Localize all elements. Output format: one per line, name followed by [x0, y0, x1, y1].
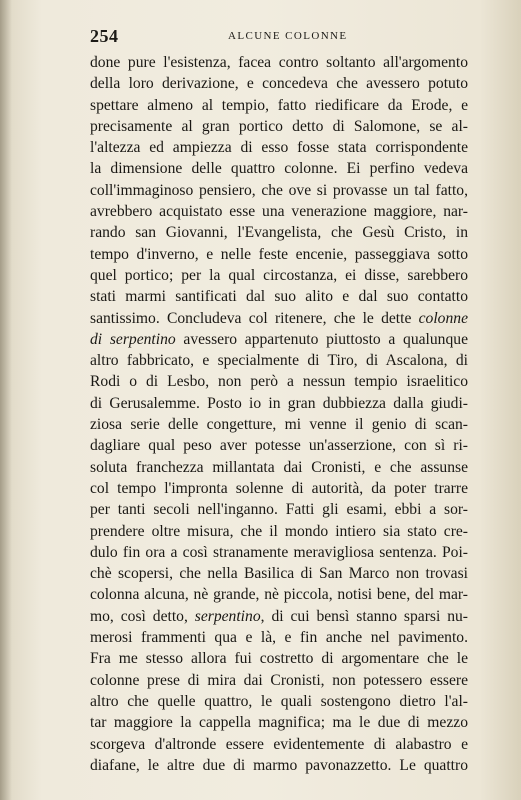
page-number: 254: [90, 26, 119, 46]
text-line: precisamente al gran portico detto di Salomone, se al-: [90, 117, 468, 135]
text-line: colonna alcuna, nè grande, nè piccola, notisi bene, del mar-: [90, 586, 468, 604]
text-line: della loro derivazione, e concedeva che avessero potuto: [90, 75, 468, 93]
text-line: l'altezza ed ampiezza di esso fosse stata corrispondente: [90, 139, 468, 157]
text-line: diafane, le altre due di marmo pavonazzetto. Le quattro: [90, 756, 468, 774]
text-line: altro che quelle quattro, le quali sostengono dietro l'al-: [90, 692, 468, 710]
italic-term: di serpentino: [90, 330, 176, 348]
text-line: chè scopersi, che nella Basilica di San Marco non trovasi: [90, 565, 468, 583]
text-line: Rodi o di Lesbo, non però a nessun tempio israelitico: [90, 373, 468, 391]
text-line: done pure l'esistenza, facea contro soltanto all'argomento: [90, 54, 468, 71]
italic-term: colonne: [418, 309, 468, 327]
running-head: ALCUNE COLONNE: [228, 30, 348, 42]
text-line: tempo d'inverno, e nelle feste encenie, passeggiava sotto: [90, 245, 468, 263]
text-line: altro fabbricato, e specialmente di Tiro, di Ascalona, di: [90, 352, 468, 370]
body-text: [90, 52, 468, 776]
text-line: la dimensione delle quattro colonne. Ei perfino vedeva: [90, 160, 468, 178]
text-line: rando san Giovanni, l'Evangelista, che Gesù Cristo, in: [90, 224, 468, 242]
text-line: merosi frammenti qua e là, e fin anche nel pavimento.: [90, 629, 468, 647]
text-line: Fra me stesso allora fui costretto di argomentare che le: [90, 650, 468, 668]
text-line: soluta franchezza millantata dai Cronisti, e che assunse: [90, 458, 468, 476]
text-line: scorgeva d'altronde essere evidentemente di alabastro e: [90, 735, 468, 753]
text-line: stati marmi santificati dal suo alito e dal suo contatto: [90, 288, 468, 306]
text-line: avrebbero acquistato esse una venerazione maggiore, nar-: [90, 203, 468, 221]
text-line: coll'immaginoso pensiero, che ove si provasse un tal fatto,: [90, 181, 468, 199]
text-line: di serpentino avessero appartenuto piuttosto a qualunque: [90, 330, 468, 348]
page-header: [90, 26, 468, 50]
text-line: prendere oltre misura, che il mondo intiero sia stato cre-: [90, 522, 468, 540]
text-line: quel portico; per la qual circostanza, ei disse, sarebbero: [90, 266, 468, 284]
text-line: tar maggiore la cappella magnifica; ma le due di mezzo: [90, 714, 468, 732]
text-line: per tanti secoli nell'inganno. Fatti gli esami, ebbi a sor-: [90, 501, 468, 519]
text-line: mo, così detto, serpentino, di cui bensì stanno sparsi nu-: [90, 607, 469, 625]
text-line: santissimo. Concludeva col ritenere, che le dette colonne: [90, 309, 468, 327]
text-line: colonne prese di mira dai Cronisti, non potessero essere: [90, 671, 468, 689]
binding-shadow: [0, 0, 12, 800]
text-line: spettare almeno al tempio, fatto riedificare da Erode, e: [90, 96, 468, 114]
text-line: dulo fin ora a così stranamente meravigliosa sentenza. Poi-: [90, 543, 468, 561]
text-line: di Gerusalemme. Posto io in gran dubbiezza dalla giudi-: [90, 394, 468, 412]
text-line: dagliare qual peso aver potesse un'asserzione, con sì ri-: [90, 437, 468, 455]
text-line: ziosa serie delle congetture, mi venne il genio di scan-: [90, 416, 468, 434]
italic-term: serpentino: [194, 607, 261, 625]
text-line: col tempo l'impronta solenne di autorità, da poter trarre: [90, 479, 468, 497]
